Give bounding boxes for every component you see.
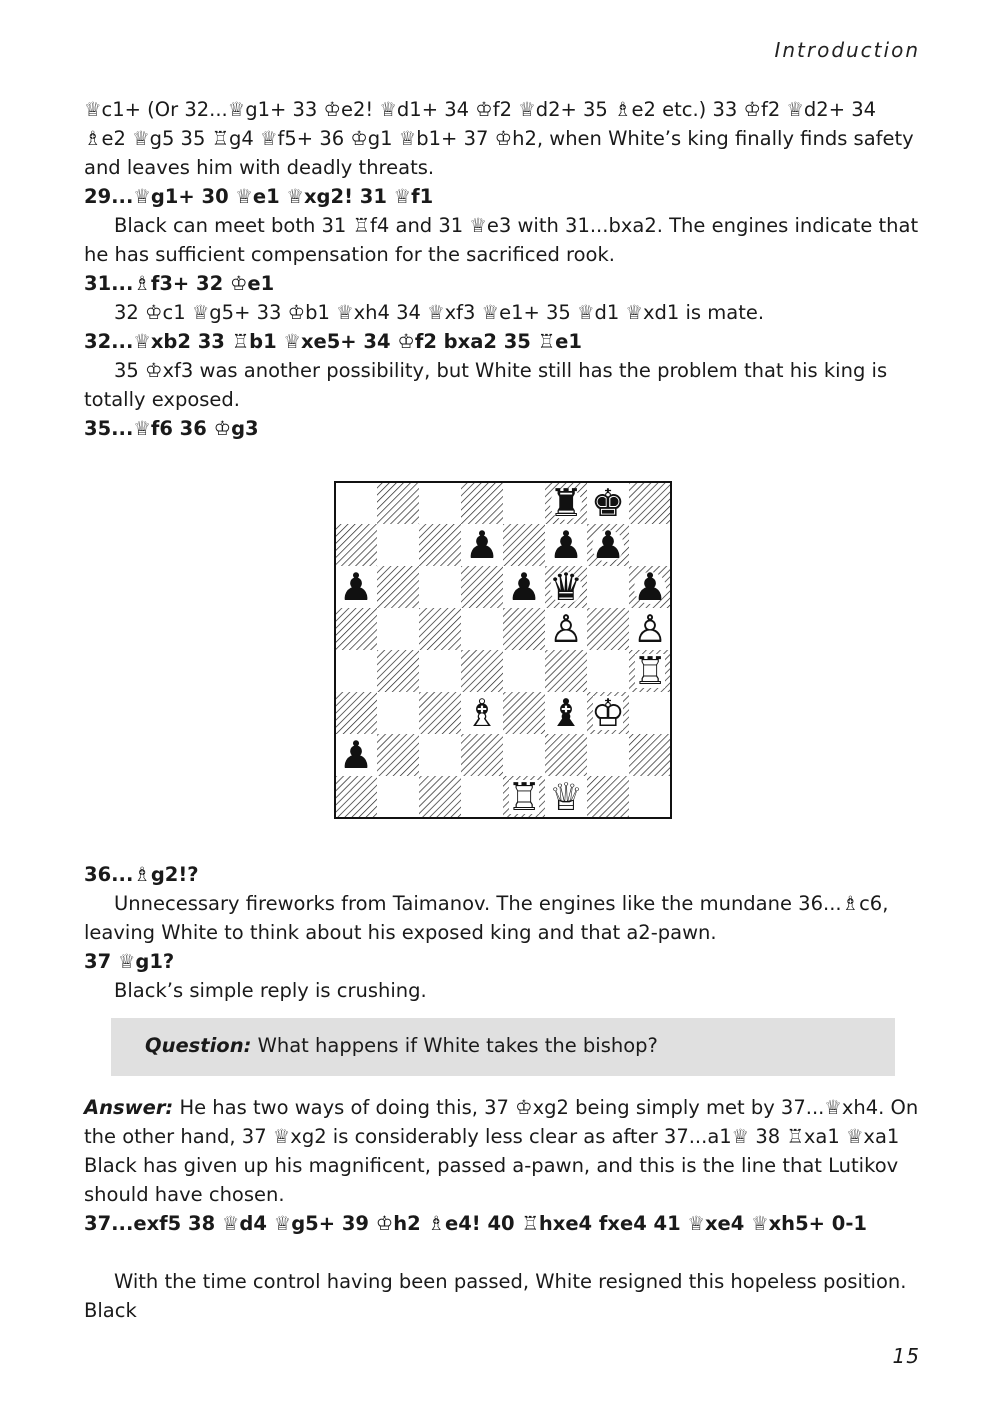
- light-square: [335, 482, 377, 524]
- running-title: Introduction: [774, 38, 920, 62]
- dark-square: [377, 734, 419, 776]
- white-queen-icon: ♕: [548, 775, 584, 819]
- black-pawn-icon: ♟: [632, 565, 668, 609]
- light-square: [587, 566, 629, 608]
- light-square: [461, 776, 503, 818]
- dark-square: [377, 566, 419, 608]
- black-pawn-icon: ♟: [548, 523, 584, 567]
- light-square: [629, 776, 671, 818]
- black-pawn-icon: ♟: [506, 565, 542, 609]
- light-square: [629, 692, 671, 734]
- paragraph: Black can meet both 31 ♖f4 and 31 ♕e3 with 31...bxa2. The engines indicate that he has sufficient compensation for the sacrificed rook.: [84, 214, 919, 266]
- dark-square: [377, 482, 419, 524]
- light-square: [419, 482, 461, 524]
- move-line: 32...♕xb2 33 ♖b1 ♕xe5+ 34 ♔f2 bxa2 35 ♖e1: [84, 330, 582, 353]
- question-box: [111, 1018, 895, 1076]
- dark-square: [419, 524, 461, 566]
- text-block-middle: [84, 860, 920, 1005]
- dark-square: [461, 650, 503, 692]
- white-rook-icon: ♖: [506, 775, 542, 819]
- light-square: [335, 650, 377, 692]
- light-square: [503, 734, 545, 776]
- answer-body: He has two ways of doing this, 37 ♔xg2 being simply met by 37...♕xh4. On the other hand, 37 ♕xg2 is considerably less clear as after 37...a1♕ 38 ♖xa1 ♕xa1 Black has given up his magnificent, passed a-pawn, and this is the line that Lutikov should have chosen.: [84, 1096, 919, 1206]
- light-square: [419, 650, 461, 692]
- white-bishop-icon: ♗: [464, 691, 500, 735]
- black-queen-icon: ♛: [548, 565, 584, 609]
- paragraph: 32 ♔c1 ♕g5+ 33 ♔b1 ♕xh4 34 ♕xf3 ♕e1+ 35 ♕d1 ♕xd1 is mate.: [114, 301, 765, 324]
- dark-square: [377, 650, 419, 692]
- dark-square: [629, 482, 671, 524]
- light-square: [377, 608, 419, 650]
- move-line: 31...♗f3+ 32 ♔e1: [84, 272, 275, 295]
- paragraph: ♕c1+ (Or 32...♕g1+ 33 ♔e2! ♕d1+ 34 ♔f2 ♕d2+ 35 ♗e2 etc.) 33 ♔f2 ♕d2+ 34 ♗e2 ♕g5 35 ♖g4 ♕f5+ 36 ♔g1 ♕b1+ 37 ♔h2, when White’s king finally finds safety and leaves him with deadly threats.: [84, 98, 914, 179]
- dark-square: [335, 608, 377, 650]
- dark-square: [419, 692, 461, 734]
- dark-square: [335, 776, 377, 818]
- paragraph: Unnecessary fireworks from Taimanov. The engines like the mundane 36...♗c6, leaving White to think about his exposed king and that a2-pawn.: [84, 892, 889, 944]
- dark-square: [545, 650, 587, 692]
- dark-square: [461, 734, 503, 776]
- light-square: [629, 524, 671, 566]
- page-number: 15: [892, 1344, 920, 1368]
- light-square: [503, 650, 545, 692]
- paragraph: 35 ♔xf3 was another possibility, but White still has the problem that his king is totally exposed.: [84, 359, 888, 411]
- dark-square: [461, 566, 503, 608]
- black-pawn-icon: ♟: [590, 523, 626, 567]
- black-king-icon: ♚: [590, 481, 626, 525]
- dark-square: [503, 608, 545, 650]
- light-square: [419, 566, 461, 608]
- light-square: [419, 734, 461, 776]
- move-line: 29...♕g1+ 30 ♕e1 ♕xg2! 31 ♕f1: [84, 185, 434, 208]
- light-square: [503, 482, 545, 524]
- white-king-icon: ♔: [590, 691, 626, 735]
- black-pawn-icon: ♟: [338, 733, 374, 777]
- dark-square: [419, 776, 461, 818]
- chess-diagram: [334, 481, 672, 823]
- move-line: 36...♗g2!?: [84, 863, 199, 886]
- paragraph: With the time control having been passed, White resigned this hopeless position. Black: [84, 1270, 907, 1322]
- dark-square: [335, 692, 377, 734]
- dark-square: [335, 524, 377, 566]
- dark-square: [587, 776, 629, 818]
- light-square: [587, 650, 629, 692]
- white-pawn-icon: ♙: [548, 607, 584, 651]
- text-block-bottom: [84, 1093, 920, 1325]
- answer-paragraph: [84, 1093, 920, 1209]
- black-bishop-icon: ♝: [548, 691, 584, 735]
- move-line: 35...♕f6 36 ♔g3: [84, 417, 259, 440]
- white-rook-icon: ♖: [632, 649, 668, 693]
- white-pawn-icon: ♙: [632, 607, 668, 651]
- dark-square: [503, 692, 545, 734]
- black-rook-icon: ♜: [548, 481, 584, 525]
- dark-square: [419, 608, 461, 650]
- paragraph: Black’s simple reply is crushing.: [114, 979, 427, 1002]
- question-label: Question:: [145, 1034, 252, 1057]
- move-line: 37 ♕g1?: [84, 950, 175, 973]
- black-pawn-icon: ♟: [338, 565, 374, 609]
- answer-label: Answer:: [84, 1096, 174, 1119]
- dark-square: [545, 734, 587, 776]
- black-pawn-icon: ♟: [464, 523, 500, 567]
- light-square: [461, 608, 503, 650]
- light-square: [377, 692, 419, 734]
- question-body: What happens if White takes the bishop?: [251, 1034, 658, 1057]
- question-text: [145, 1034, 658, 1057]
- light-square: [377, 776, 419, 818]
- dark-square: [503, 524, 545, 566]
- light-square: [377, 524, 419, 566]
- chess-board: [334, 481, 672, 819]
- dark-square: [461, 482, 503, 524]
- light-square: [587, 734, 629, 776]
- dark-square: [587, 608, 629, 650]
- move-line: 37...exf5 38 ♕d4 ♕g5+ 39 ♔h2 ♗e4! 40 ♖hxe4 fxe4 41 ♕xe4 ♕xh5+ 0-1: [84, 1212, 867, 1235]
- dark-square: [629, 734, 671, 776]
- text-block-top: [84, 95, 920, 443]
